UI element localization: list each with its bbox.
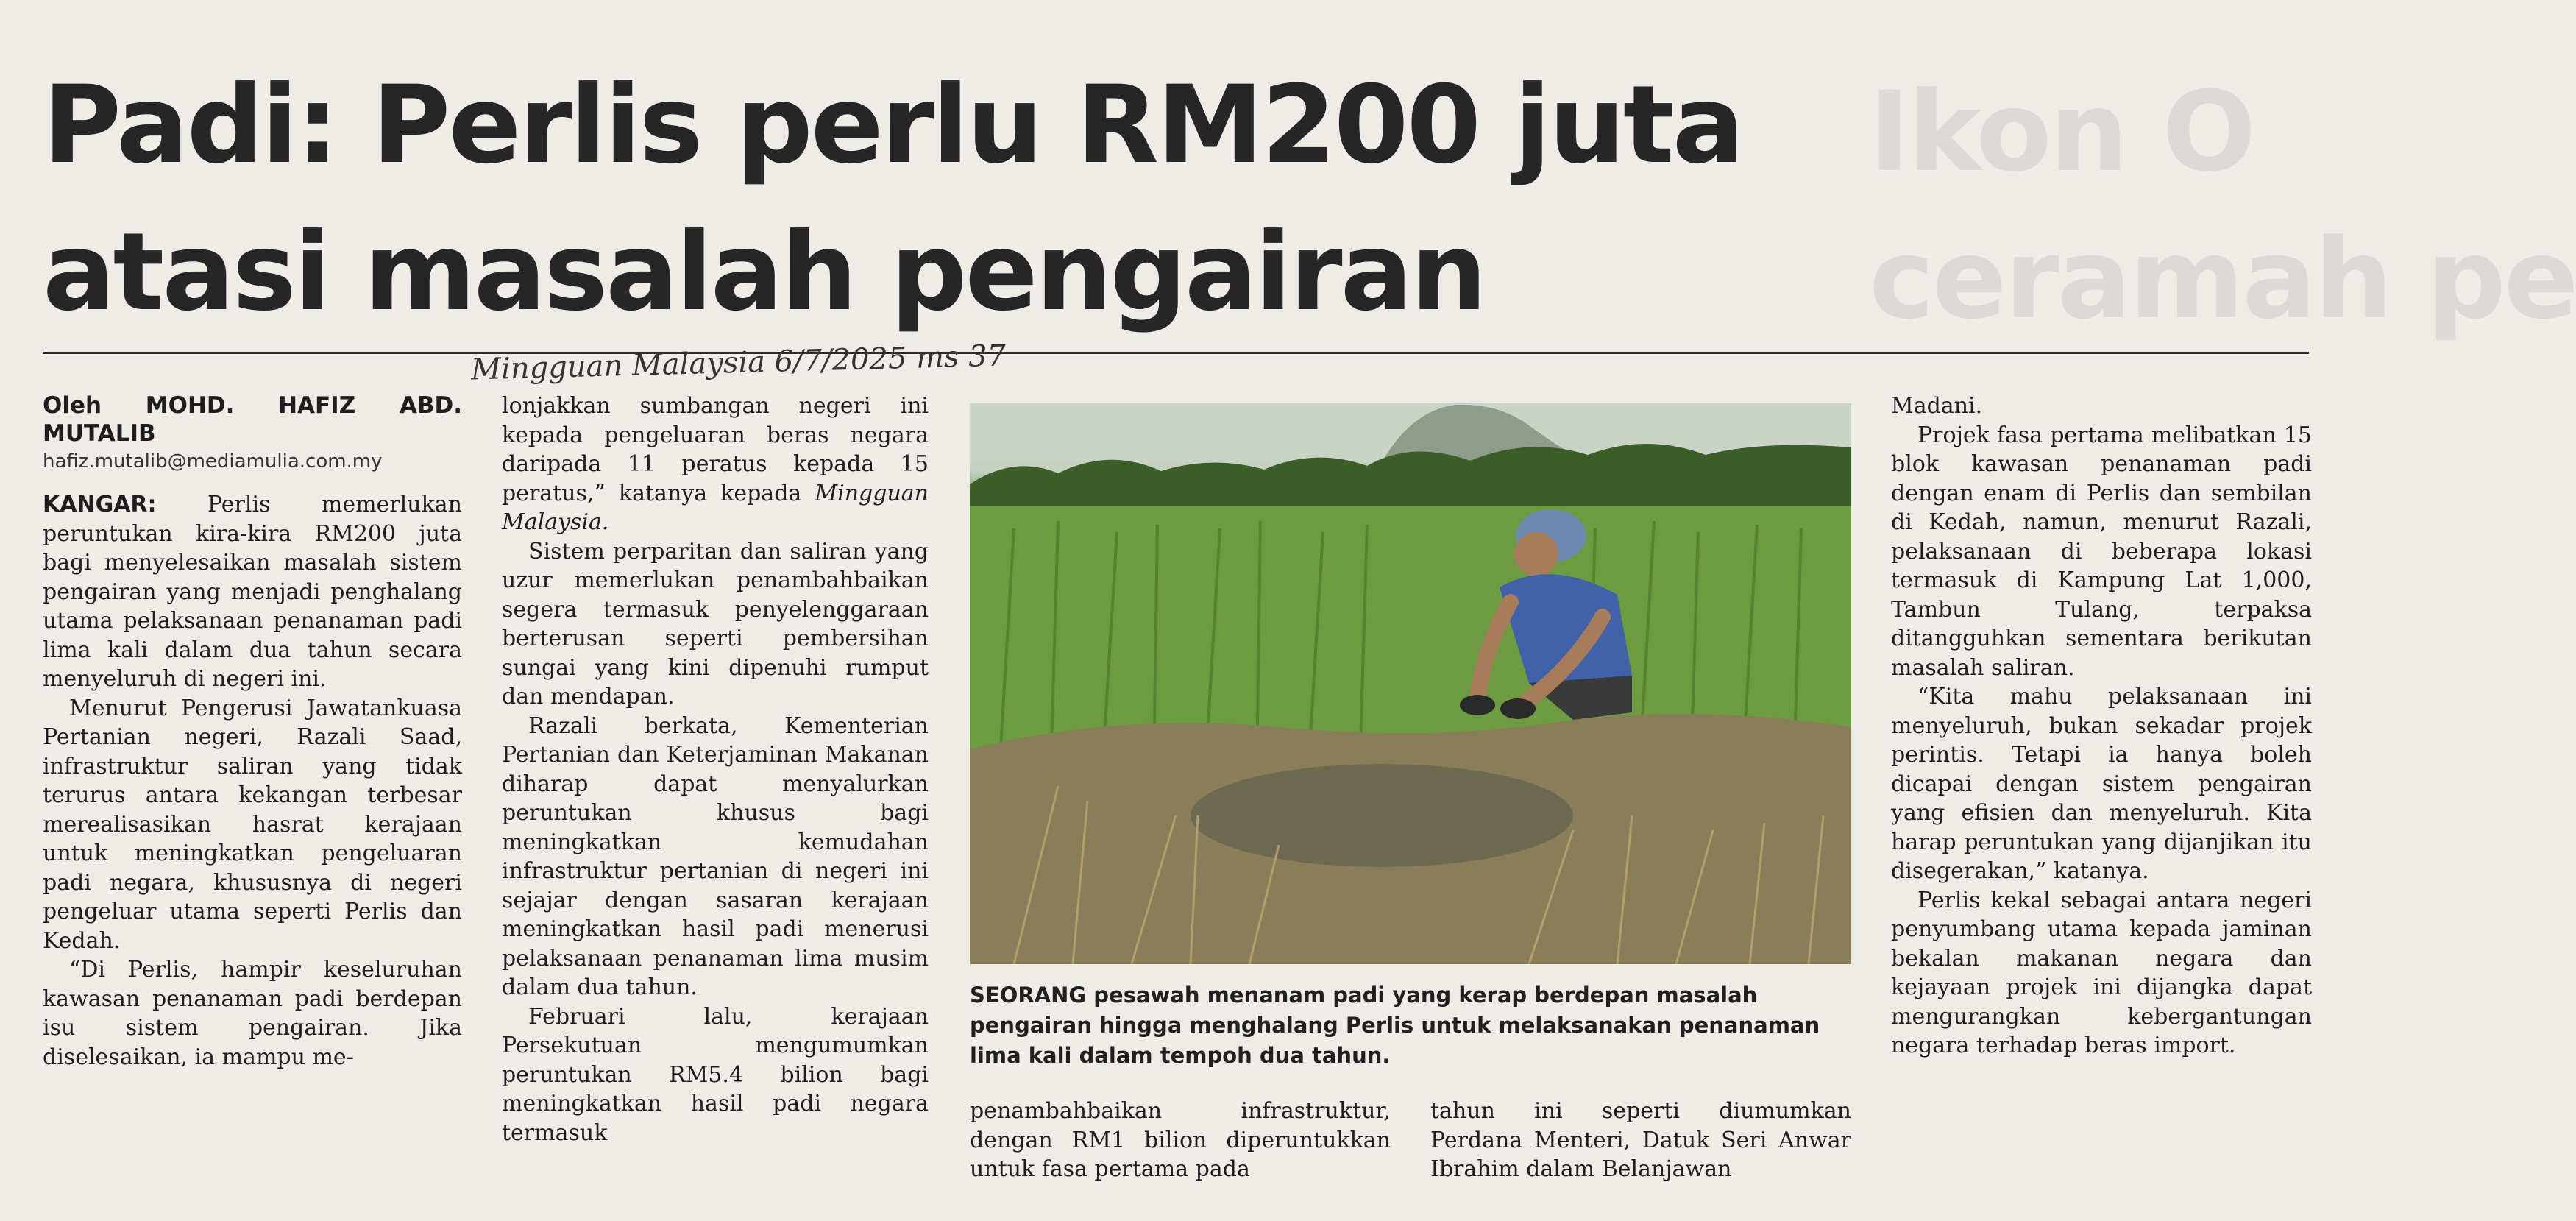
byline-author: Oleh MOHD. HAFIZ ABD. MUTALIB bbox=[43, 392, 462, 447]
adjacent-page-bleed: Ikon O ceramah pe bbox=[1869, 68, 2576, 344]
handwritten-source-note: Mingguan Malaysia 6/7/2025 ms 37 bbox=[470, 339, 1007, 387]
dateline: KANGAR: bbox=[43, 492, 157, 517]
paragraph-2: Menurut Pengerusi Jawatankuasa Pertanian negeri, Razali Saad, infrastruktur saliran yang tidak terurus antara kekangan terbesar merealisasikan hasrat kerajaan untuk meningkatkan pengeluaran padi negara, khususnya di negeri pengeluar utama seperti Perlis dan Kedah. bbox=[43, 695, 462, 954]
photo-caption bbox=[970, 980, 1851, 1071]
article-column-5 bbox=[1891, 392, 2312, 1061]
article-column-1 bbox=[43, 392, 462, 1072]
paragraph-4: lonjakkan sumbangan negeri ini kepada pengeluaran beras negara daripada 11 peratus kepada 15 peratus,” katanya kepada Mingguan Malaysia. bbox=[502, 393, 929, 535]
paragraph-10: Madani. bbox=[1891, 393, 1983, 419]
headline bbox=[43, 52, 1897, 346]
byline-email: hafiz.mutalib@mediamulia.com.my bbox=[43, 450, 383, 473]
publication-name: Mingguan Malaysia. bbox=[502, 480, 929, 535]
paragraph-8: penambahbaikan infrastruktur, dengan RM1 bilion diperuntukkan untuk fasa pertama pada bbox=[970, 1098, 1391, 1182]
paragraph-5: Sistem perparitan dan saliran yang uzur memerlukan penambahbaikan segera termasuk penyelenggaraan berterusan seperti pembersihan sungai yang kini dipenuhi rumput dan mendapan. bbox=[502, 538, 929, 709]
article-column-2 bbox=[502, 392, 929, 1147]
headline-rule bbox=[43, 352, 2309, 354]
news-photo bbox=[970, 403, 1851, 964]
paragraph-6: Razali berkata, Kementerian Pertanian dan Keterjaminan Makanan diharap dapat menyalurkan peruntukan khusus bagi meningkatkan kemudahan infrastruktur pertanian di negeri ini sejajar dengan sasaran kerajaan meningkatkan hasil padi menerusi pelaksanaan penanaman lima musim dalam dua tahun. bbox=[502, 712, 929, 1000]
paragraph-3: “Di Perlis, hampir keseluruhan kawasan penanaman padi berdepan isu sistem pengairan. Jika diselesaikan, ia mampu me- bbox=[43, 957, 462, 1070]
article-column-3 bbox=[970, 1097, 1391, 1184]
headline-line-2: atasi masalah pengairan bbox=[43, 210, 1486, 335]
paragraph-11: Projek fasa pertama melibatkan 15 blok kawasan penanaman padi dengan enam di Perlis dan sembilan di Kedah, namun, menurut Razali, pelaksanaan di beberapa lokasi termasuk di Kampung Lat 1,000, Tambun Tulang, terpaksa ditangguhkan sementara berikutan masalah saliran. bbox=[1891, 422, 2312, 681]
headline-line-1: Padi: Perlis perlu RM200 juta bbox=[43, 63, 1743, 188]
paragraph-13: Perlis kekal sebagai antara negeri penyumbang utama kepada jaminan bekalan makanan negara dan kejayaan projek ini dijangka dapat mengurangkan kebergantungan negara terhadap beras import. bbox=[1891, 887, 2312, 1058]
farmer-planting-padi-illustration bbox=[970, 403, 1851, 964]
paragraph-12: “Kita mahu pelaksanaan ini menyeluruh, bukan sekadar projek perintis. Tetapi ia hanya boleh dicapai dengan sistem pengairan yang efisien dan menyeluruh. Kita harap peruntukan yang dijanjikan itu disegerakan,” katanya. bbox=[1891, 684, 2312, 884]
paragraph-7: Februari lalu, kerajaan Persekutuan mengumumkan peruntukan RM5.4 bilion bagi meningkatkan hasil padi negara termasuk bbox=[502, 1003, 929, 1146]
paragraph-9: tahun ini seperti diumumkan Perdana Menteri, Datuk Seri Anwar Ibrahim dalam Belanjawan bbox=[1430, 1098, 1851, 1182]
article-column-4 bbox=[1430, 1097, 1851, 1184]
paragraph-1: KANGAR: Perlis memerlukan peruntukan kira-kira RM200 juta bagi menyelesaikan masalah sistem pengairan yang menjadi penghalang utama pelaksanaan penanaman padi lima kali dalam dua tahun secara menyeluruh di negeri ini. bbox=[43, 492, 462, 692]
caption-lead: SEORANG bbox=[970, 983, 1087, 1008]
caption-text: pesawah menanam padi yang kerap berdepan masalah pengairan hingga menghalang Perlis untuk melaksanakan penanaman lima kali dalam tempoh dua tahun. bbox=[970, 983, 1820, 1068]
